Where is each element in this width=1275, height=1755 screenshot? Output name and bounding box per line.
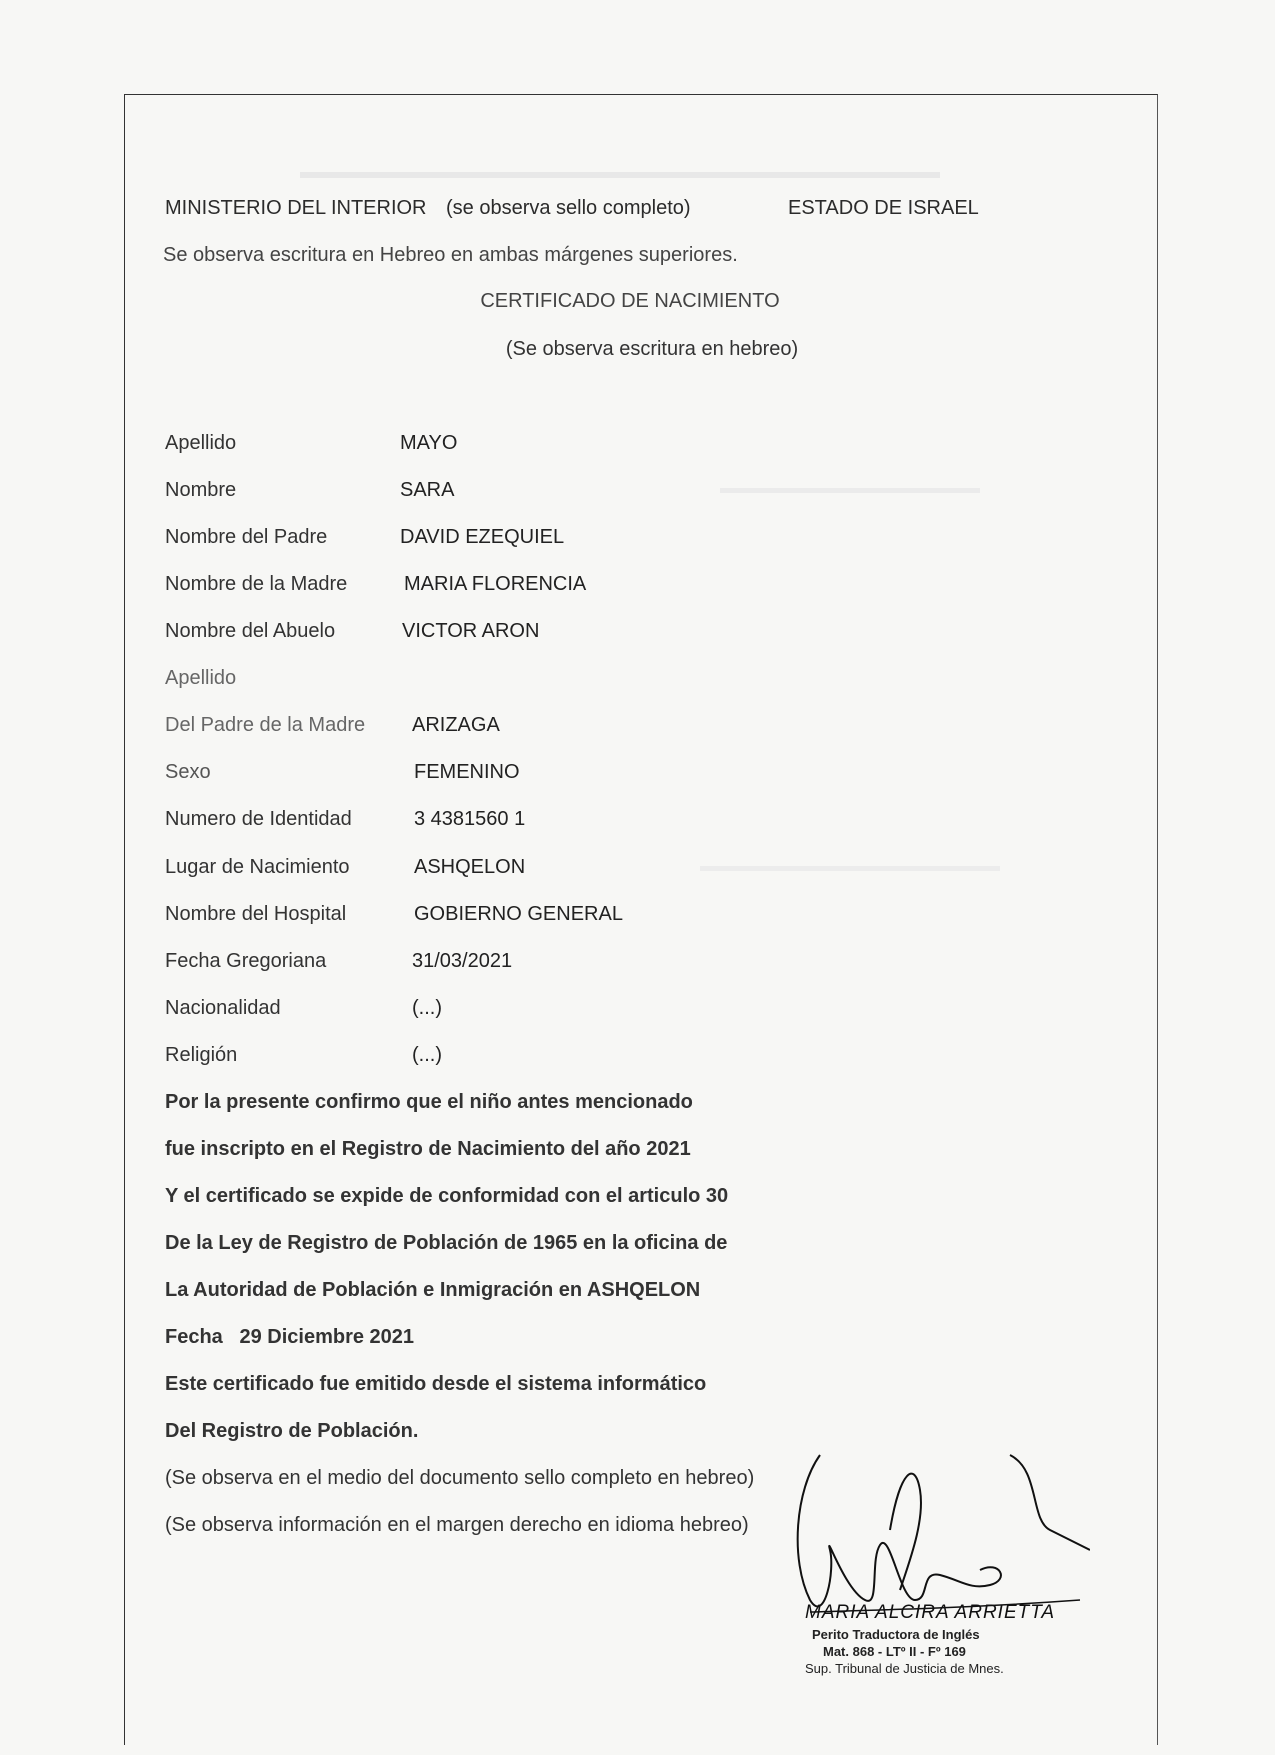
field-label-abuelo: Nombre del Abuelo (165, 620, 336, 642)
statement-line: De la Ley de Registro de Población de 1965 en la oficina de (165, 1232, 728, 1254)
signatory-court: Sup. Tribunal de Justicia de Mnes. (805, 1661, 1004, 1676)
field-value-nombre: SARA (400, 479, 455, 501)
field-value-fecha: 31/03/2021 (412, 950, 513, 972)
field-label-nacionalidad: Nacionalidad (165, 997, 281, 1019)
signatory-registration: Mat. 868 - LTº II - Fº 169 (823, 1644, 966, 1659)
field-label-nombre: Nombre (165, 479, 237, 501)
note-margin: (Se observa información en el margen derecho en idioma hebreo) (165, 1514, 749, 1536)
note-stamp: (Se observa en el medio del documento sello completo en hebreo) (165, 1467, 755, 1489)
field-value-lugar: ASHQELON (414, 856, 526, 878)
statement-line: Este certificado fue emitido desde el sistema informático (165, 1373, 707, 1395)
field-label-lugar: Lugar de Nacimiento (165, 856, 350, 878)
statement-line: fue inscripto en el Registro de Nacimiento del año 2021 (165, 1138, 691, 1160)
signatory-title: Perito Traductora de Inglés (812, 1627, 980, 1642)
field-label-madre: Nombre de la Madre (165, 573, 348, 595)
issue-date: Fecha 29 Diciembre 2021 (165, 1326, 415, 1348)
field-label-fecha: Fecha Gregoriana (165, 950, 327, 972)
field-label-apellido: Apellido (165, 432, 237, 454)
seal-note: (se observa sello completo) (446, 197, 691, 219)
field-label-identidad: Numero de Identidad (165, 808, 352, 830)
field-value-padre: DAVID EZEQUIEL (400, 526, 565, 548)
field-value-religion: (...) (412, 1044, 442, 1066)
statement-line: La Autoridad de Población e Inmigración en ASHQELON (165, 1279, 701, 1301)
state-label: ESTADO DE ISRAEL (788, 197, 979, 219)
field-label-padre-madre: Del Padre de la Madre (165, 714, 366, 736)
document-title: CERTIFICADO DE NACIMIENTO (480, 290, 780, 312)
field-value-nacionalidad: (...) (412, 997, 442, 1019)
field-value-madre: MARIA FLORENCIA (404, 573, 587, 595)
handwritten-signature (790, 1450, 1090, 1620)
field-value-sexo: FEMENINO (414, 761, 520, 783)
field-value-hospital: GOBIERNO GENERAL (414, 903, 623, 925)
field-label-religion: Religión (165, 1044, 238, 1066)
bleed-through-mark (700, 866, 1000, 871)
field-value-identidad: 3 4381560 1 (414, 808, 526, 830)
bleed-through-mark (300, 172, 940, 178)
statement-line: Y el certificado se expide de conformidad con el articulo 30 (165, 1185, 729, 1207)
field-label-sexo: Sexo (165, 761, 211, 783)
field-label-padre: Nombre del Padre (165, 526, 328, 548)
signatory-name: MARIA ALCIRA ARRIETTA (805, 1602, 1056, 1623)
field-value-abuelo: VICTOR ARON (402, 620, 540, 642)
ministry-label: MINISTERIO DEL INTERIOR (165, 197, 427, 219)
document-subtitle: (Se observa escritura en hebreo) (505, 338, 799, 360)
field-value-apellido: MAYO (400, 432, 458, 454)
statement-line: Del Registro de Población. (165, 1420, 419, 1442)
field-value-padre-madre: ARIZAGA (412, 714, 500, 736)
statement-line: Por la presente confirmo que el niño antes mencionado (165, 1091, 693, 1113)
field-label-apellido-2: Apellido (165, 667, 237, 689)
bleed-through-mark (720, 488, 980, 493)
hebrew-note: Se observa escritura en Hebreo en ambas márgenes superiores. (163, 244, 738, 266)
field-label-hospital: Nombre del Hospital (165, 903, 347, 925)
